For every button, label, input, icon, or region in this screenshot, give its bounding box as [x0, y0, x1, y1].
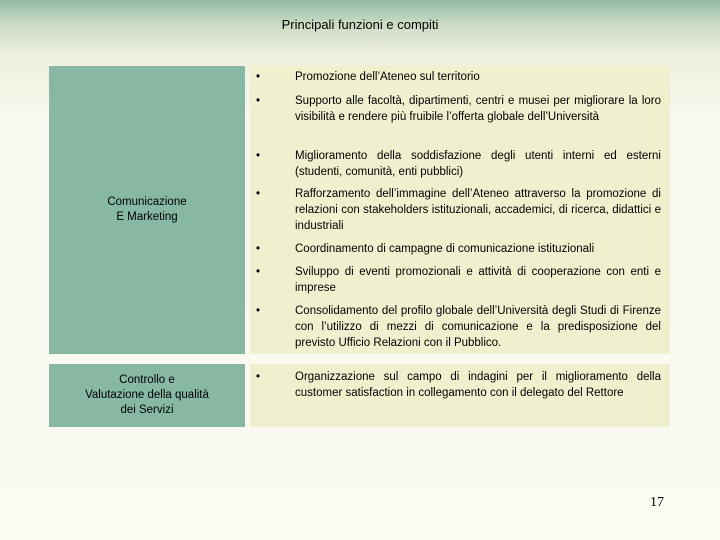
bullet: • [256, 371, 261, 383]
task-text: Rafforzamento dell’immagine dell’Ateneo attraverso la promozione di relazioni con stakeholders istituzionali, accademici, di ricerca, didattici e industriali [295, 188, 661, 232]
bullet: • [256, 150, 261, 162]
area-label-quality: Controllo e Valutazione della qualità dei Servizi [85, 374, 209, 416]
bullet: • [256, 188, 261, 200]
page-number: 17 [650, 495, 664, 510]
task-text: Organizzazione sul campo di indagini per il miglioramento della customer satisfaction in collegamento con il delegato del Rettore [295, 371, 661, 399]
area-label-communication: Comunicazione E Marketing [107, 196, 187, 223]
task-text: Promozione dell’Ateneo sul territorio [295, 71, 480, 83]
area-cell-quality [49, 364, 245, 427]
task-text: Miglioramento della soddisfazione degli utenti interni ed esterni (studenti, comunità, enti pubblici) [295, 150, 661, 178]
bullet: • [256, 95, 261, 107]
task-text: Sviluppo di eventi promozionali e attività di cooperazione con enti e imprese [295, 266, 661, 294]
area-cell-communication [49, 66, 245, 354]
task-text: Consolidamento del profilo globale dell’Università degli Studi di Firenze con l’utilizzo di mezzi di comunicazione e la predisposizione del previsto Ufficio Relazioni con il Pubblico. [295, 305, 661, 349]
slide-title: Principali funzioni e compiti [281, 17, 439, 32]
task-text: Coordinamento di campagne di comunicazione istituzionali [295, 243, 595, 255]
bullet: • [256, 266, 261, 278]
bullet: • [256, 305, 261, 317]
bullet: • [256, 71, 261, 83]
tasks-cell-communication [250, 66, 670, 354]
bullet: • [256, 243, 261, 255]
task-text: Supporto alle facoltà, dipartimenti, centri e musei per migliorare la loro visibilità e rendere più fruibile l’offerta globale dell’Università [295, 95, 661, 123]
tasks-cell-quality [250, 364, 670, 427]
